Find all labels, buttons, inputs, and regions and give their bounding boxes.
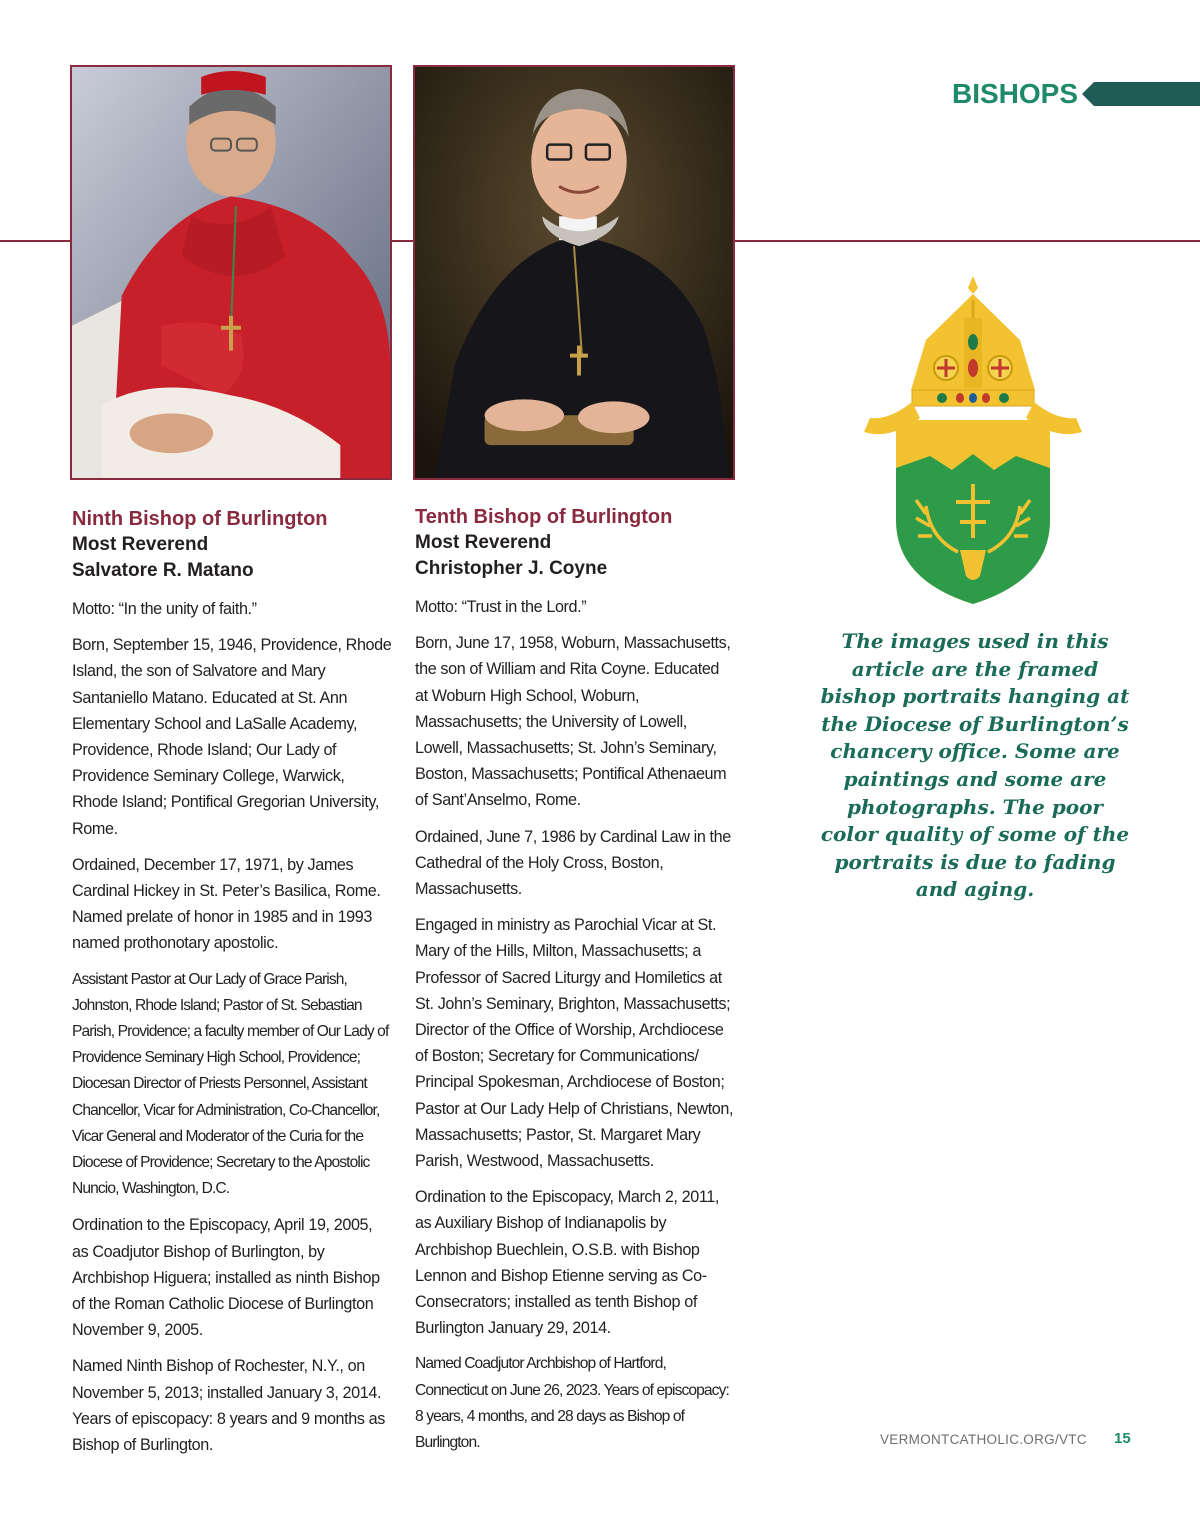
bio-paragraph: Ordained, December 17, 1971, by James Cardinal Hickey in St. Peter’s Basilica, Rome. Named prelate of honor in 1985 and in 1993 named prothonotary apostolic.: [72, 855, 381, 953]
bio-paragraph: Engaged in ministry as Parochial Vicar at St. Mary of the Hills, Milton, Massachusetts; a Professor of Sacred Liturgy and Homiletics at St. John’s Seminary, Brighton, Massachusetts; Director of the Office of Worship, Archdiocese of Boston; Secretary for Communications/ Principal Spokesman, Archdiocese of Boston; Pastor at Our Lady Help of Christians, Newton, Massachusetts; Pastor, St. Margaret Mary Parish, Westwood, Massachusetts.: [415, 916, 734, 1171]
bio-paragraph: Named Coadjutor Archbishop of Hartford, Connecticut on June 26, 2023. Years of episcopacy: 8 years, 4 months, and 28 days as Bishop of Burlington.: [415, 1355, 729, 1452]
portrait-photo-matano: [70, 65, 392, 480]
bio-paragraph: Born, September 15, 1946, Providence, Rhode Island, the son of Salvatore and Mary Santaniello Matano. Educated at St. Ann Elementary School and LaSalle Academy, Providence, Rhode Island; Our Lady of Providence Seminary College, Warwick, Rhode Island; Pontifical Gregorian University, Rome.: [72, 636, 392, 838]
section-header: [952, 76, 1078, 112]
section-title: BISHOPS: [952, 78, 1079, 109]
bishop-motto: Motto: “Trust in the Lord.”: [415, 598, 587, 616]
diocesan-coat-of-arms-icon: [860, 270, 1086, 610]
bio-paragraph: Assistant Pastor at Our Lady of Grace Parish, Johnston, Rhode Island; Pastor of St. Sebastian Parish, Providence; a faculty member of Our Lady of Providence Seminary High School, Providence; Diocesan Director of Priests Personnel, Assistant Chancellor, Vicar for Administration, Co-Chancellor, Vicar General and Moderator of the Curia for the Diocese of Providence; Secretary to the Apostolic Nuncio, Washington, D.C.: [72, 970, 389, 1198]
section-arrow-icon: [1082, 82, 1200, 106]
bio-paragraph: Named Ninth Bishop of Rochester, N.Y., on November 5, 2013; installed January 3, 2014. Years of episcopacy: 8 years and 9 months as Bishop of Burlington.: [72, 1357, 385, 1455]
bio-paragraph: Ordination to the Episcopacy, March 2, 2011, as Auxiliary Bishop of Indianapolis by Archbishop Buechlein, O.S.B. with Bishop Lennon and Bishop Etienne serving as Co-Consecrators; installed as tenth Bishop of Burlington January 29, 2014.: [415, 1188, 719, 1338]
horizontal-rule: [0, 240, 70, 242]
bishop-heading: Ninth Bishop of Burlington: [72, 508, 328, 530]
bishop-bio-matano: [72, 506, 392, 1458]
bio-paragraph: Ordained, June 7, 1986 by Cardinal Law in the Cathedral of the Holy Cross, Boston, Massachusetts.: [415, 827, 731, 899]
horizontal-rule: [391, 240, 413, 242]
bishop-motto: Motto: “In the unity of faith.”: [72, 600, 257, 618]
bio-paragraph: Ordination to the Episcopacy, April 19, 2005, as Coadjutor Bishop of Burlington, by Archbishop Higuera; installed as ninth Bishop of the Roman Catholic Diocese of Burlington November 9, 2005.: [72, 1216, 380, 1340]
footer-url: VERMONTCATHOLIC.ORG/VTC: [880, 1432, 1087, 1447]
photo-caption: The images used in this article are the framed bishop portraits hanging at the Diocese of Burlington’s chancery office. Some are paintings and some are photographs. The poor color quality of some of the portraits is due to fading and aging.: [820, 629, 1130, 902]
bio-paragraph: Born, June 17, 1958, Woburn, Massachusetts, the son of William and Rita Coyne. Educated at Woburn High School, Woburn, Massachusetts; the University of Lowell, Lowell, Massachusetts; St. John’s Seminary, Boston, Massachusetts; Pontifical Athenaeum of Sant’Anselmo, Rome.: [415, 634, 731, 810]
bishop-bio-coyne: [415, 504, 735, 1456]
bishop-heading: Tenth Bishop of Burlington: [415, 506, 673, 528]
bishop-name: Christopher J. Coyne: [415, 558, 608, 579]
portrait-photo-coyne: [413, 65, 735, 480]
bishop-name: Salvatore R. Matano: [72, 560, 254, 581]
horizontal-rule: [735, 240, 1200, 242]
bishop-title: Most Reverend: [72, 534, 209, 555]
page-number: 15: [1114, 1430, 1131, 1447]
bishop-title: Most Reverend: [415, 532, 552, 553]
